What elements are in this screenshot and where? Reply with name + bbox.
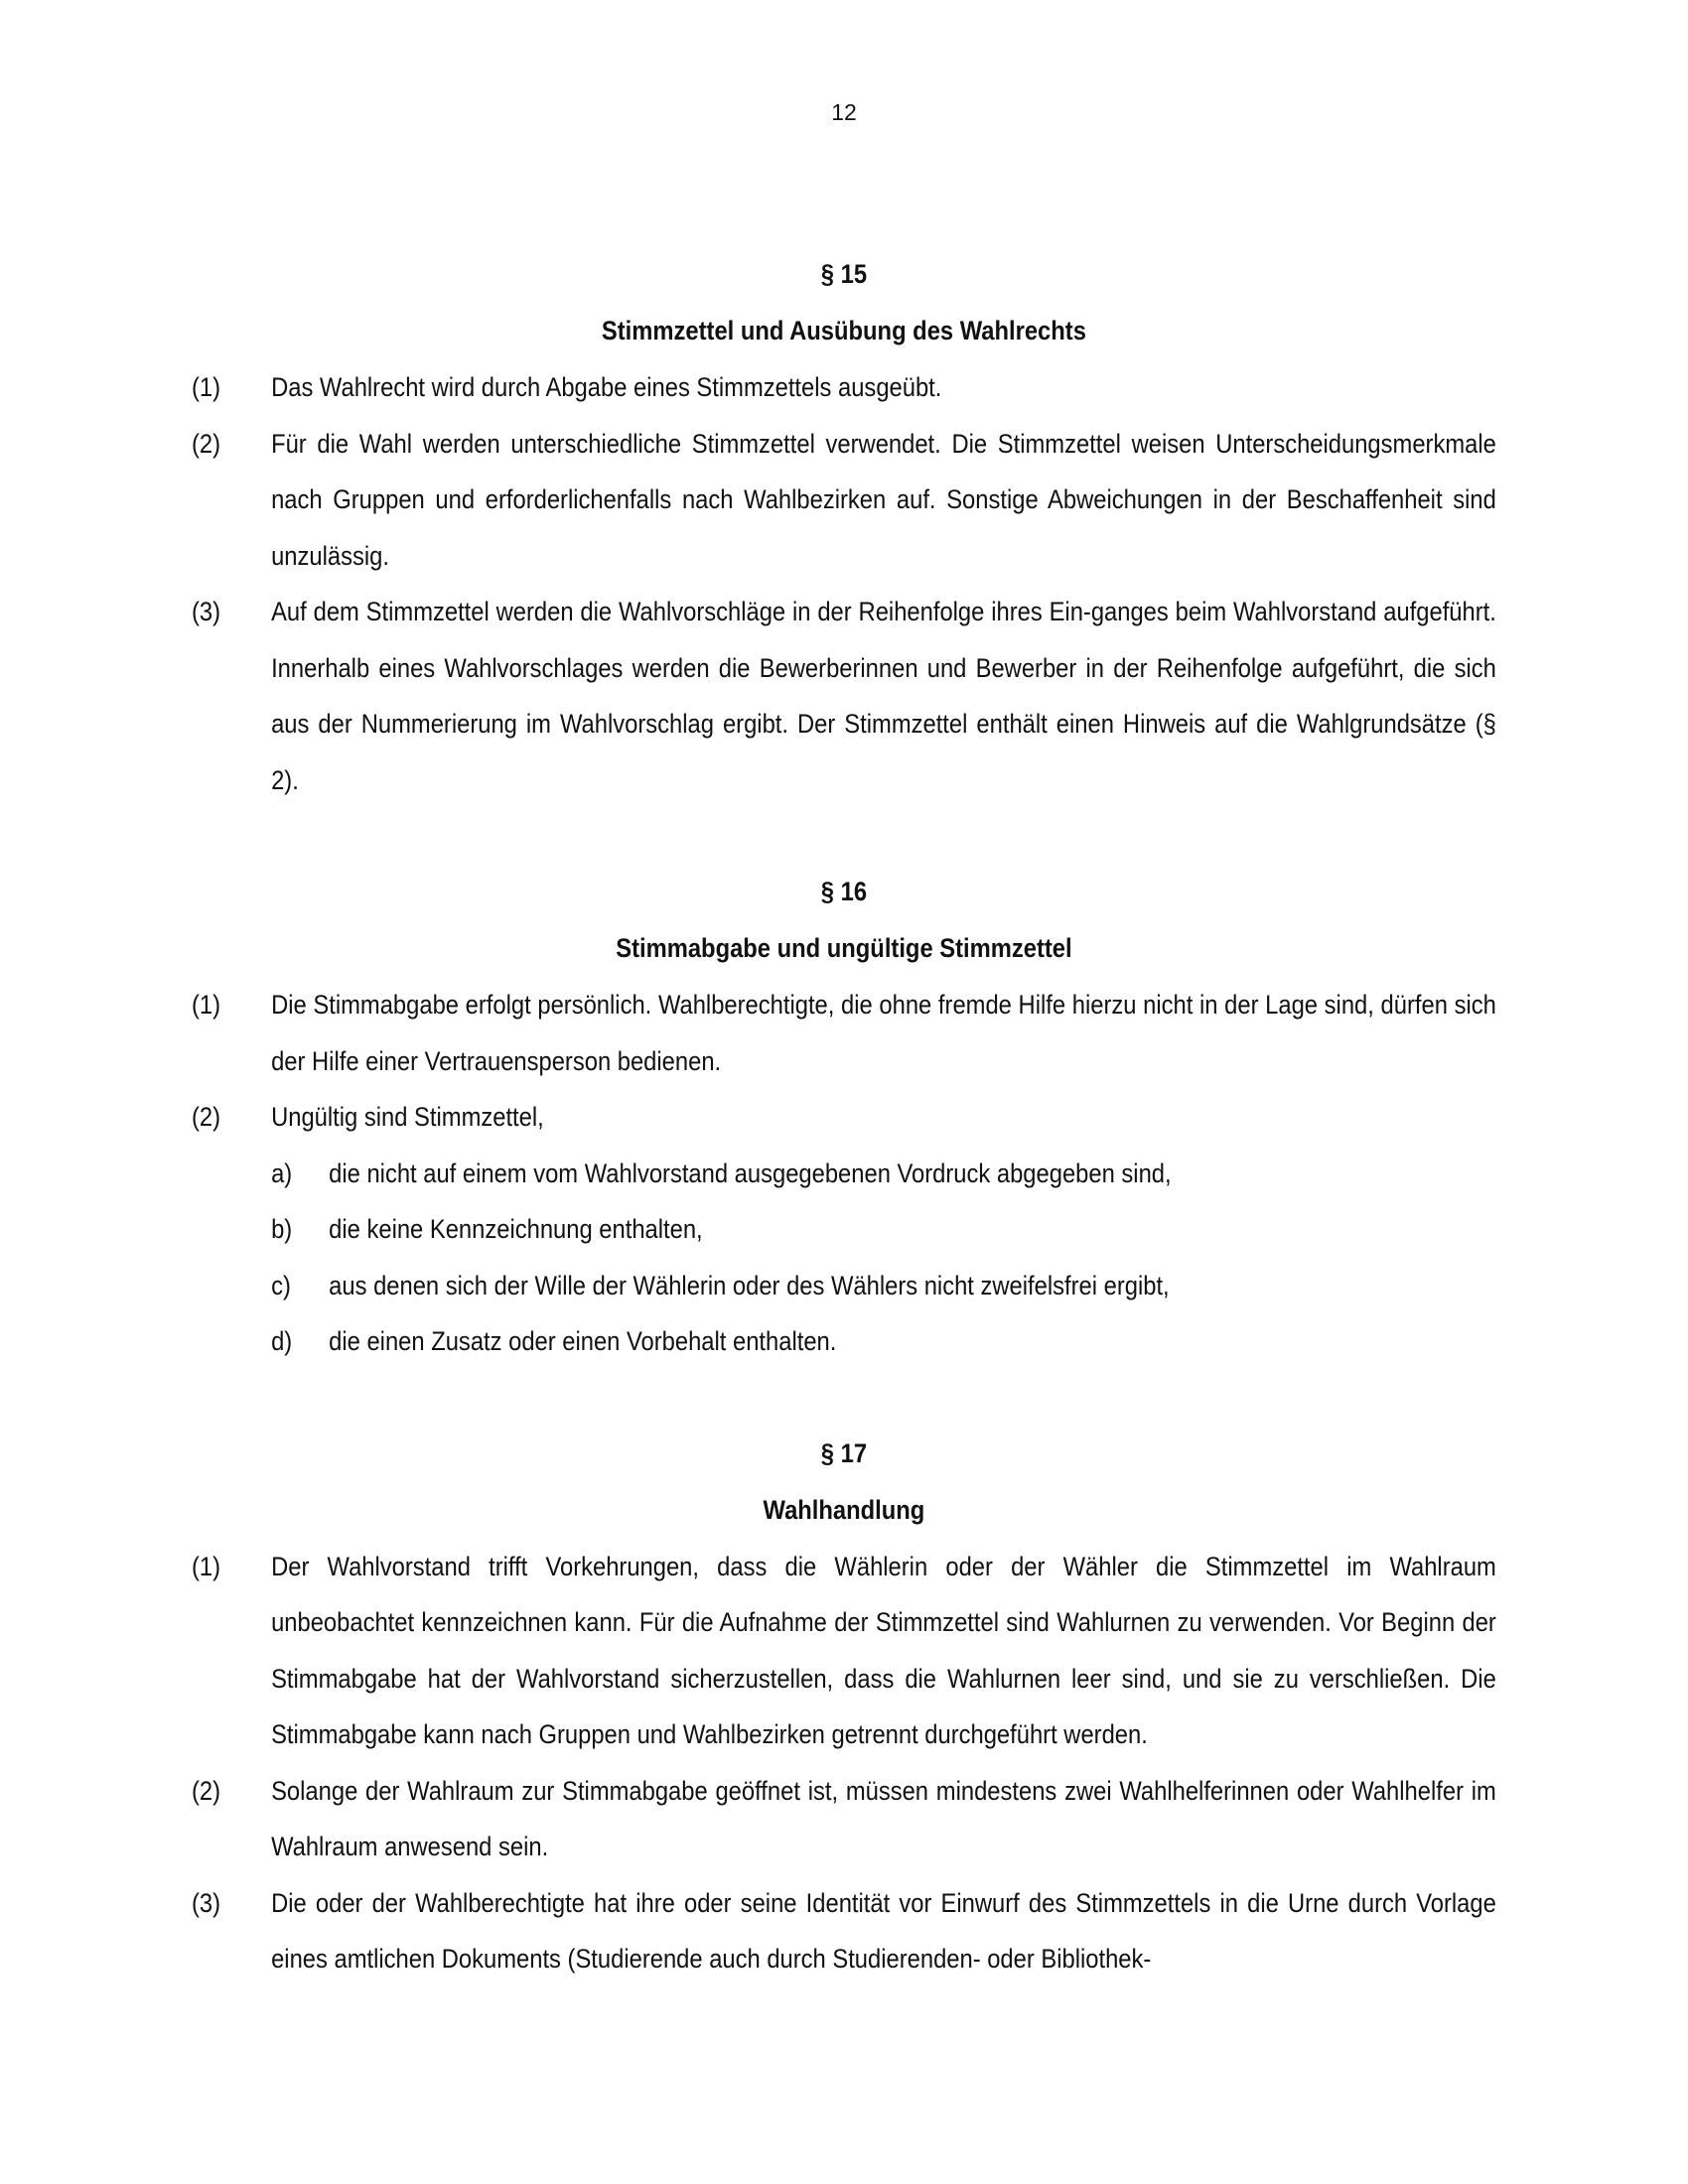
paragraph bbox=[192, 584, 1496, 808]
paragraph bbox=[192, 977, 1496, 1089]
paragraph bbox=[192, 416, 1496, 585]
section-title: Stimmabgabe und ungültige Stimmzettel bbox=[616, 933, 1072, 963]
paragraph-number: (1) bbox=[192, 1551, 221, 1581]
section-number: § 17 bbox=[820, 1437, 868, 1468]
list-item bbox=[271, 1201, 1496, 1258]
section-title: Wahlhandlung bbox=[763, 1494, 925, 1525]
list-item-label: b) bbox=[271, 1214, 293, 1244]
section-16 bbox=[192, 864, 1496, 1370]
paragraph-text: Für die Wahl werden unterschiedliche Stimmzettel verwendet. Die Stimmzettel weisen Unterscheidungsmerkmale nach Gruppen und erforderlichenfalls nach Wahlbezirken auf. Sonstige Abweichungen in der Beschaffenheit sind unzulässig. bbox=[271, 428, 1496, 571]
list-item-label: c) bbox=[271, 1270, 291, 1300]
paragraph-text: Ungültig sind Stimmzettel, bbox=[271, 1102, 544, 1132]
paragraph-text: Auf dem Stimmzettel werden die Wahlvorschläge in der Reihenfolge ihres Ein-ganges beim Wahlvorstand aufgeführt. Innerhalb eines Wahlvorschlages werden die Bewerberinnen und Bewerber in der Reihenfolge aufgeführt, die sich aus der Nummerierung im Wahlvorschlag ergibt. Der Stimmzettel enthält einen Hinweis auf die Wahlgrundsätze (§ 2). bbox=[271, 597, 1496, 795]
paragraph-number: (2) bbox=[192, 428, 221, 459]
paragraph-text: Das Wahlrecht wird durch Abgabe eines Stimmzettels ausgeübt. bbox=[271, 372, 942, 402]
paragraph bbox=[192, 1539, 1496, 1763]
section-spacer bbox=[192, 808, 1496, 864]
paragraph bbox=[192, 1089, 1496, 1146]
list-item-label: d) bbox=[271, 1326, 293, 1356]
list-item bbox=[271, 1258, 1496, 1314]
section-number: § 16 bbox=[820, 877, 868, 906]
list-item-text: die nicht auf einem vom Wahlvorstand ausgegebenen Vordruck abgegeben sind, bbox=[329, 1158, 1172, 1188]
paragraph bbox=[192, 1875, 1496, 1987]
section-number: § 15 bbox=[820, 259, 868, 289]
section-17 bbox=[192, 1426, 1496, 1987]
paragraph-text: Die oder der Wahlberechtigte hat ihre oder seine Identität vor Einwurf des Stimmzettels in die Urne durch Vorlage eines amtlichen Dokuments (Studierende auch durch Studierenden- oder Bibliothek- bbox=[271, 1887, 1496, 1974]
list-item-label: a) bbox=[271, 1158, 293, 1188]
paragraph-number: (2) bbox=[192, 1775, 221, 1806]
list-item-text: aus denen sich der Wille der Wählerin oder des Wählers nicht zweifelsfrei ergibt, bbox=[329, 1270, 1170, 1300]
list-item-text: die einen Zusatz oder einen Vorbehalt enthalten. bbox=[329, 1326, 837, 1356]
page-number: 12 bbox=[831, 99, 857, 125]
paragraph-number: (1) bbox=[192, 990, 221, 1020]
paragraph bbox=[192, 359, 1496, 416]
document-body bbox=[192, 246, 1496, 1987]
paragraph-number: (2) bbox=[192, 1102, 221, 1132]
list-item bbox=[271, 1146, 1496, 1202]
paragraph-number: (3) bbox=[192, 597, 221, 626]
paragraph-number: (3) bbox=[192, 1887, 221, 1918]
section-spacer bbox=[192, 1370, 1496, 1426]
paragraph-text: Der Wahlvorstand trifft Vorkehrungen, dass die Wählerin oder der Wähler die Stimmzettel im Wahlraum unbeobachtet kennzeichnen kann. Für die Aufnahme der Stimmzettel sind Wahlurnen zu verwenden. Vor Beginn der Stimmabgabe hat der Wahlvorstand sicherzustellen, dass die Wahlurnen leer sind, und sie zu verschließen. Die Stimmabgabe kann nach Gruppen und Wahlbezirken getrennt durchgeführt werden. bbox=[271, 1551, 1496, 1749]
section-title: Stimmzettel und Ausübung des Wahlrechts bbox=[601, 316, 1086, 345]
paragraph-text: Solange der Wahlraum zur Stimmabgabe geöffnet ist, müssen mindestens zwei Wahlhelferinnen oder Wahlhelfer im Wahlraum anwesend sein. bbox=[271, 1775, 1496, 1861]
paragraph bbox=[192, 1763, 1496, 1875]
paragraph-number: (1) bbox=[192, 372, 221, 402]
list-item bbox=[271, 1313, 1496, 1370]
paragraph-text: Die Stimmabgabe erfolgt persönlich. Wahlberechtigte, die ohne fremde Hilfe hierzu nicht in der Lage sind, dürfen sich der Hilfe einer Vertrauensperson bedienen. bbox=[271, 990, 1496, 1076]
list-item-text: die keine Kennzeichnung enthalten, bbox=[329, 1214, 703, 1244]
section-15 bbox=[192, 246, 1496, 808]
